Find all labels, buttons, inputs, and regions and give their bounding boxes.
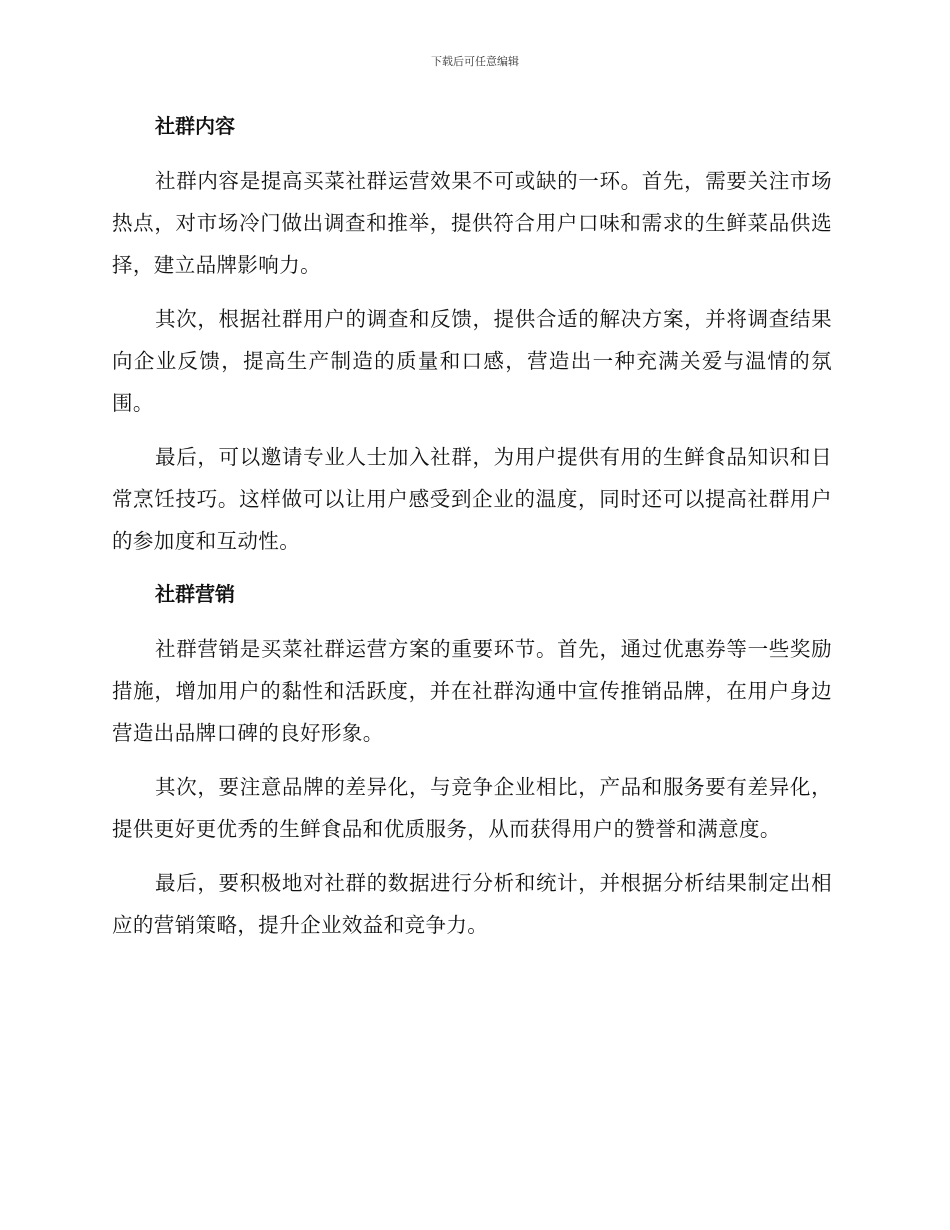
document-body: [112, 106, 832, 946]
section-heading-content: 社群内容: [155, 114, 235, 138]
paragraph: 其次，根据社群用户的调查和反馈，提供合适的解决方案，并将调查结果向企业反馈，提高生产制造的质量和口感，营造出一种充满关爱与温情的氛围。: [112, 307, 832, 415]
paragraph: 社群内容是提高买菜社群运营效果不可或缺的一环。首先，需要关注市场热点，对市场冷门做出调查和推举，提供符合用户口味和需求的生鲜菜品供选择，建立品牌影响力。: [112, 169, 832, 277]
paragraph: 其次，要注意品牌的差异化，与竞争企业相比，产品和服务要有差异化，提供更好更优秀的生鲜食品和优质服务，从而获得用户的赞誉和满意度。: [112, 775, 832, 841]
paragraph: 最后，可以邀请专业人士加入社群，为用户提供有用的生鲜食品知识和日常烹饪技巧。这样做可以让用户感受到企业的温度，同时还可以提高社群用户的参加度和互动性。: [112, 445, 832, 553]
paragraph: 社群营销是买菜社群运营方案的重要环节。首先，通过优惠券等一些奖励措施，增加用户的黏性和活跃度，并在社群沟通中宣传推销品牌，在用户身边营造出品牌口碑的良好形象。: [112, 637, 832, 745]
paragraph: 最后，要积极地对社群的数据进行分析和统计，并根据分析结果制定出相应的营销策略，提升企业效益和竞争力。: [112, 871, 832, 937]
page-header-note: 下载后可任意编辑: [431, 55, 519, 68]
section-heading-marketing: 社群营销: [155, 582, 235, 606]
